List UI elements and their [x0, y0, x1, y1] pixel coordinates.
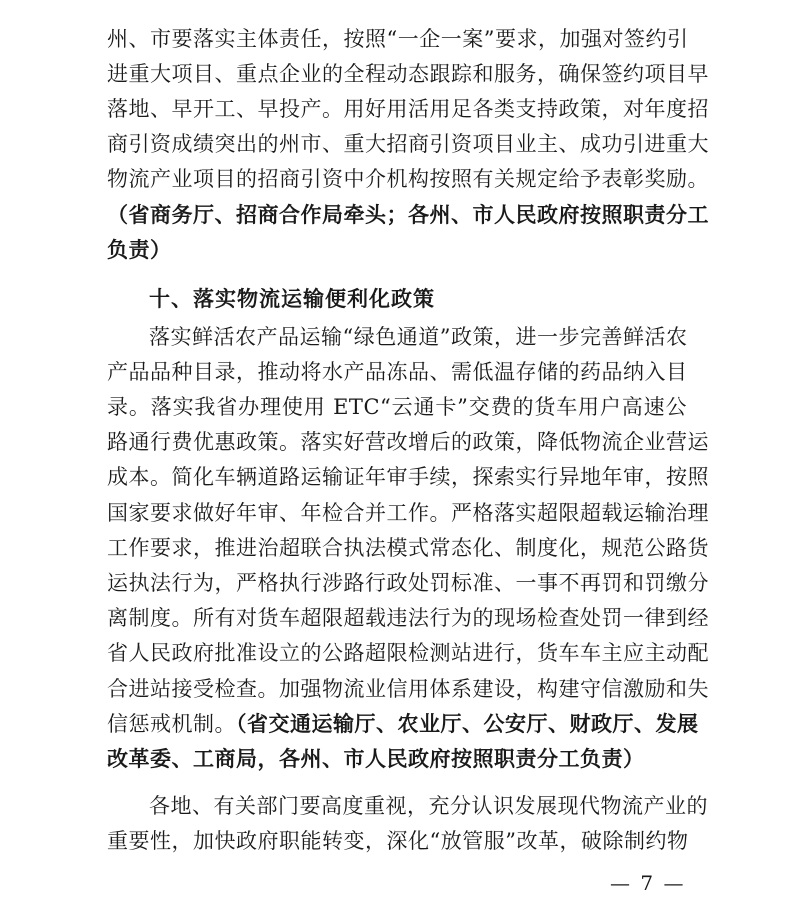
text-line: 重要性，加快政府职能转变，深化“放管服”改革，破除制约物: [107, 829, 689, 853]
text-line: 州、市要落实主体责任，按照“一企一案”要求，加强对签约引: [107, 27, 689, 51]
text-line: [107, 708, 699, 740]
text-line: 落实鲜活农产品运输“绿色通道”政策，进一步完善鲜活农: [149, 325, 688, 349]
text-line: 成本。简化车辆道路运输证年审手续，探索实行异地年审，按照: [107, 465, 709, 489]
section-heading: 十、落实物流运输便利化政策: [149, 287, 435, 311]
text-segment: 信惩戒机制。: [107, 712, 236, 736]
responsibility-note: （省交通运输厅、农业厅、公安厅、财政厅、发展: [236, 711, 699, 736]
responsibility-note: （省商务厅、招商合作局牵头；各州、市人民政府按照职责分工: [107, 202, 709, 227]
text-line: 录。落实我省办理使用 ETC“云通卡”交费的货车用户高速公: [107, 395, 687, 419]
text-line: 离制度。所有对货车超限超载违法行为的现场检查处罚一律到经: [107, 606, 709, 630]
text-line: 国家要求做好年审、年检合并工作。严格落实超限超载运输治理: [107, 501, 709, 525]
responsibility-note-end: 负责）: [107, 237, 172, 262]
text-line: 产品品种目录，推动将水产品冻品、需低温存储的药品纳入目: [107, 360, 688, 384]
responsibility-note-end: 改革委、工商局，各州、市人民政府按照职责分工负责）: [107, 746, 645, 771]
text-line: 工作要求，推进治超联合执法模式常态化、制度化，规范公路货: [107, 536, 709, 560]
text-line: 各地、有关部门要高度重视，充分认识发展现代物流产业的: [149, 794, 708, 818]
text-line: 进重大项目、重点企业的全程动态跟踪和服务，确保签约项目早: [107, 62, 709, 86]
page-number: — 7 —: [610, 871, 686, 895]
text-line: 合进站接受检查。加强物流业信用体系建设，构建守信激励和失: [107, 677, 709, 701]
text-line: 省人民政府批准设立的公路超限检测站进行，货车车主应主动配: [107, 641, 709, 665]
text-line: 落地、早开工、早投产。用好用活用足各类支持政策，对年度招: [107, 97, 709, 121]
text-line: 运执法行为，严格执行涉路行政处罚标准、一事不再罚和罚缴分: [107, 571, 709, 595]
text-line: 商引资成绩突出的州市、重大招商引资项目业主、成功引进重大: [107, 132, 709, 156]
text-line: 路通行费优惠政策。落实好营改增后的政策，降低物流企业营运: [107, 430, 709, 454]
text-line: 物流产业项目的招商引资中介机构按照有关规定给予表彰奖励。: [107, 167, 709, 191]
